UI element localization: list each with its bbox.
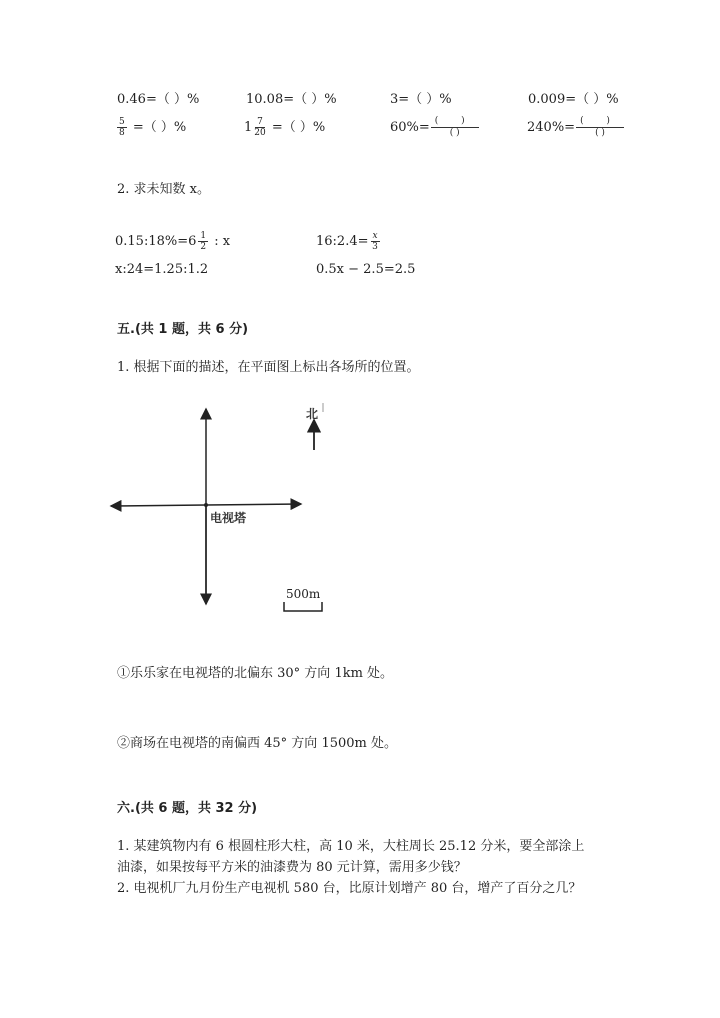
prefix: 240%= (527, 120, 576, 135)
eq-text: 0.15:18%=6 (115, 234, 197, 249)
conversion-4: 0.009=（ ）% (528, 92, 619, 107)
prefix: 60%= (390, 120, 430, 135)
denominator: ( ) (595, 128, 605, 138)
west-axis-arrow (111, 505, 206, 506)
question-title: 2. 求未知数 x。 (117, 182, 210, 197)
numerator: 1 (200, 231, 207, 241)
map-diagram (100, 390, 350, 620)
suffix: =（ ）% (128, 120, 187, 135)
conversion-2: 10.08=（ ）% (246, 92, 337, 107)
conversion-5 (115, 116, 186, 138)
numerator: 7 (257, 117, 263, 127)
numerator: ( ) (576, 116, 624, 128)
question-2: 2. 电视机厂九月份生产电视机 580 台，比原计划增产 80 台，增产了百分之几？ (117, 881, 582, 896)
numerator: x (372, 231, 378, 241)
tv-tower-label: 电视塔 (210, 511, 247, 525)
numerator: ( ) (431, 116, 479, 128)
scale-bar (284, 602, 322, 611)
conversion-6 (244, 116, 325, 138)
denominator: 2 (200, 242, 207, 252)
question-1-line-2: 油漆，如果按每平方米的油漆费为 80 元计算，需用多少钱？ (117, 860, 467, 875)
question-1-line-1: 1. 某建筑物内有 6 根圆柱形大柱，高 10 米，大柱周长 25.12 分米，要全部涂上 (117, 839, 585, 854)
location-item-2: ②商场在电视塔的南偏西 45° 方向 1500m 处。 (117, 736, 397, 751)
north-label: 北 (306, 407, 319, 421)
denominator: ( ) (449, 128, 460, 138)
section-6-heading: 六.(共 6 题，共 32 分) (117, 801, 258, 816)
conversion-3: 3=（ ）% (390, 92, 452, 107)
equation-3: x:24=1.25:1.2 (115, 262, 209, 277)
denominator: 3 (372, 242, 378, 252)
east-axis-arrow (206, 504, 301, 505)
equation-2 (316, 231, 382, 252)
suffix: =（ ）% (267, 120, 326, 135)
center-point (204, 503, 208, 507)
eq-text: : x (210, 234, 231, 249)
equation-4: 0.5x − 2.5=2.5 (316, 262, 416, 277)
numerator: 5 (119, 117, 125, 127)
section-5-heading: 五.(共 1 题，共 6 分) (117, 322, 249, 337)
conversion-8 (527, 116, 624, 139)
eq-text: 16:2.4= (316, 234, 369, 249)
denominator: 8 (119, 128, 125, 138)
scale-label: 500m (286, 587, 321, 601)
conversion-1: 0.46=（ ）% (117, 92, 200, 107)
question-text: 1. 根据下面的描述，在平面图上标出各场所的位置。 (117, 360, 420, 375)
conversion-7 (390, 116, 479, 139)
whole: 1 (244, 120, 253, 135)
denominator: 20 (254, 128, 266, 138)
location-item-1: ①乐乐家在电视塔的北偏东 30° 方向 1km 处。 (117, 666, 394, 681)
equation-1 (115, 231, 230, 252)
